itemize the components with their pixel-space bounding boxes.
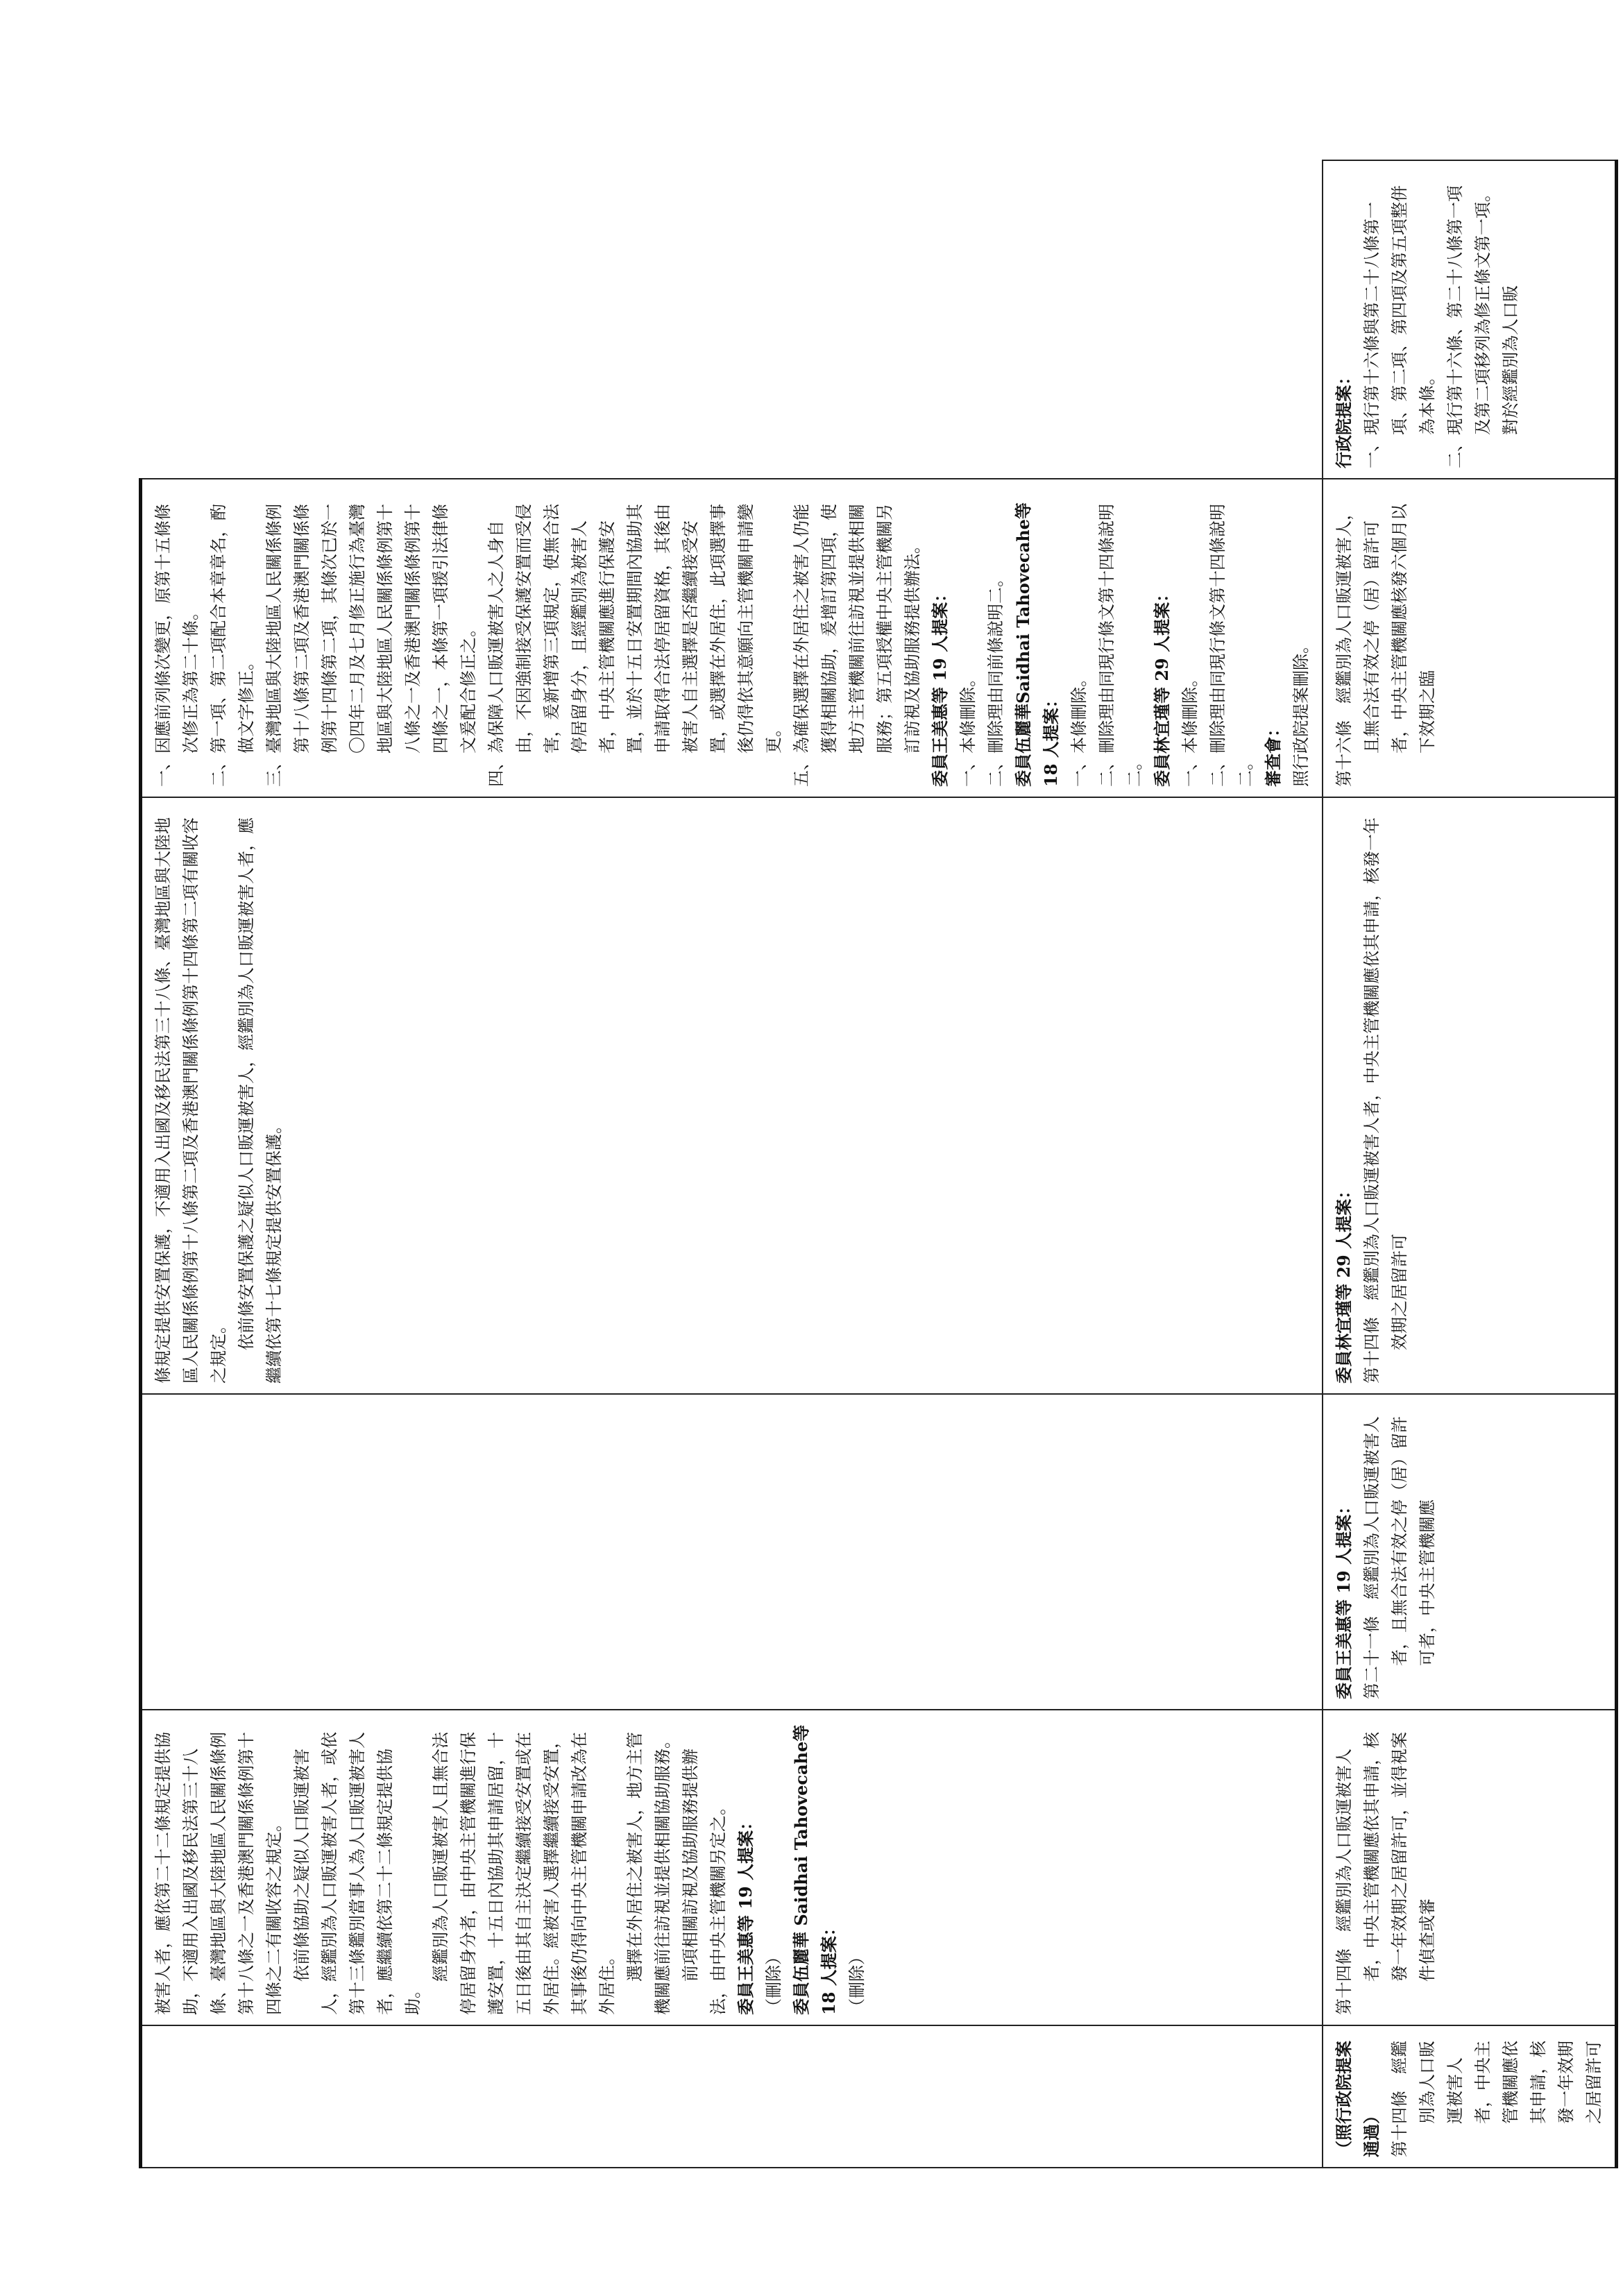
explanation-item: 一、本條刪除。 — [1069, 670, 1089, 787]
article-text: 第二十一條 經鑑別為人口販運被害人者，且無合法有效之停（居）留許可者，中央主管機關應 — [1362, 1416, 1437, 1699]
proposal-cell — [1323, 797, 1617, 1394]
explanation-cell — [141, 479, 1323, 797]
empty-cell — [141, 2025, 1323, 2168]
explanation-item: 二、現行第十六條、第二十八條第一項及第二項移列為修正條文第一項。對於經鑑別為人口販 — [1445, 185, 1520, 468]
table-row — [1323, 160, 1617, 2168]
article-cell — [1323, 1710, 1617, 2025]
deletion-note: （刪除） — [847, 1948, 867, 2015]
proposal-heading: 委員王美惠等 19 人提案： — [930, 585, 950, 787]
explanation-item: 一、現行第十六條與第二十八條第一項、第二項、第四項及第五項整併為本條。 — [1362, 185, 1437, 468]
resolution-heading: （照行政院提案通過） — [1334, 2041, 1382, 2157]
proposal-heading: 委員伍麗華 Saidhai Tahovecahe等 18 人提案： — [791, 1724, 839, 2015]
article-text: 第十四條 經鑑別為人口販運被害人者，中央主管機關應依其申請，核發一年效期之居留許可，並得視案件偵查或審 — [1334, 1732, 1437, 2015]
deletion-note: （刪除） — [764, 1948, 783, 2015]
resolution-cell — [1323, 2025, 1617, 2168]
proposal-heading: 委員林宜瑾等 29 人提案： — [1152, 585, 1172, 787]
paragraph: 被害人者，應依第二十二條規定提供協助，不適用入出國及移民法第三十八條、臺灣地區與大陸地區人民關係條例第十八條之一及香港澳門關係條例第十四條之二有關收容之規定。 — [153, 1732, 284, 2015]
empty-cell — [141, 1394, 1323, 1710]
paragraph: 條規定提供安置保護，不適用入出國及移民法第三十八條、臺灣地區與大陸地區人民關係條例第十八條第二項及香港澳門關係條例第十四條第二項有關收容之規定。 — [153, 817, 228, 1384]
explanation-item: 五、為確保選擇在外居住之被害人仍能獲得相關協助，爰增訂第四項，使地方主管機關前往訪視並提供相關服務；第五項授權中央主管機關另訂訪視及協助服務提供辦法。 — [792, 504, 922, 787]
review-heading: 審查會： — [1263, 720, 1283, 787]
explanation-item: 二、刪除理由同現行條文第十四條說明二。 — [1208, 504, 1255, 787]
paragraph: 經鑑別為人口販運被害人且無合法停居留身分者，由中央主管機關進行保護安置，十五日內協助其申請居留，十五日後由其自主決定繼續接受安置或在外居住。經被害人選擇繼續接受安置，其事後仍得向中央主管機關申請改為在外居住。 — [431, 1732, 617, 2015]
explanation-item: 四、為保障人口販運被害人之人身自由，不因強制接受保護安置而受侵害，爰新增第三項規定，使無合法停居留身分，且經鑑別為被害人者，中央主管機關應進行保護安置，並於十五日安置期間內協助其申請取得合法停居留資格，其後由被害人自主選擇是否繼續接受安置，或選擇在外居住，此項選擇事後仍得依其意願向主管機關申請變更。 — [486, 504, 783, 787]
current-law-cell — [141, 797, 1323, 1394]
comparison-table — [139, 160, 1618, 2168]
explanation-cell — [1323, 160, 1617, 479]
paragraph: 依前條協助之疑似人口販運被害人，經鑑別為人口販運被害人者，或依第十三條鑑別當事人為人口販運被害人者，應繼續依第二十二條規定提供協助。 — [292, 1732, 423, 2015]
proposal-heading: 委員王美惠等 19 人提案： — [1334, 1497, 1354, 1699]
paragraph: 選擇在外居住之被害人，地方主管機關應前往訪視並提供相關協助服務。 — [625, 1732, 672, 2015]
current-law-cell — [1323, 479, 1617, 797]
explanation-item: 一、本條刪除。 — [1180, 670, 1200, 787]
rotated-comparison-table — [139, 160, 1604, 2168]
paragraph: 前項相關訪視及協助服務提供辦法，由中央主管機關另定之。 — [681, 1749, 728, 2015]
proposal-heading: 委員伍麗華Saidhai Tahovecahe等 18 人提案： — [1013, 502, 1061, 787]
article-text: 第十六條 經鑑別為人口販運被害人，且無合法有效之停（居）留許可者，中央主管機關應核發六個月以下效期之臨 — [1334, 504, 1437, 787]
proposal-cell — [1323, 1394, 1617, 1710]
explanation-item: 二、刪除理由同現行條文第十四條說明二。 — [1097, 504, 1144, 787]
proposal-heading: 委員王美惠等 19 人提案： — [736, 1813, 756, 2015]
table-row — [141, 160, 1323, 2168]
paragraph: 依前條安置保護之疑似人口販運被害人，經鑑別為人口販運被害人者，應繼續依第十七條規定提供安置保護。 — [237, 817, 284, 1384]
proposal-heading: 行政院提案： — [1334, 368, 1354, 468]
explanation-item: 一、本條刪除。 — [958, 670, 978, 787]
committee-text-cell — [141, 1710, 1323, 2025]
article-text: 第十四條 經鑑別為人口販運被害人者，中央主管機關應依其申請，核發一年效期之居留許可 — [1362, 817, 1409, 1384]
explanation-item: 二、第一項、第二項配合本章章名，酌做文字修正。 — [209, 504, 256, 787]
explanation-item: 一、因應前列條次變更，原第十五條條次修正為第二十條。 — [153, 504, 201, 787]
explanation-item: 三、臺灣地區與大陸地區人民關係條例第十八條第二項及香港澳門關係條例第十四條第二項，其條次已於一〇四年二月及七月修正施行為臺灣地區與大陸地區人民關係條例第十八條之一及香港澳門關係條例第十四條之一，本條第一項援引法律條文爰配合修正之。 — [264, 504, 478, 787]
review-text: 照行政院提案刪除。 — [1291, 637, 1311, 787]
article-text: 第十四條 經鑑別為人口販運被害人者，中央主管機關應依其申請，核發一年效期之居留許可 — [1390, 2041, 1604, 2157]
explanation-item: 二、刪除理由同前條說明二。 — [986, 570, 1005, 787]
proposal-heading: 委員林宜瑾等 29 人提案： — [1334, 1182, 1354, 1384]
